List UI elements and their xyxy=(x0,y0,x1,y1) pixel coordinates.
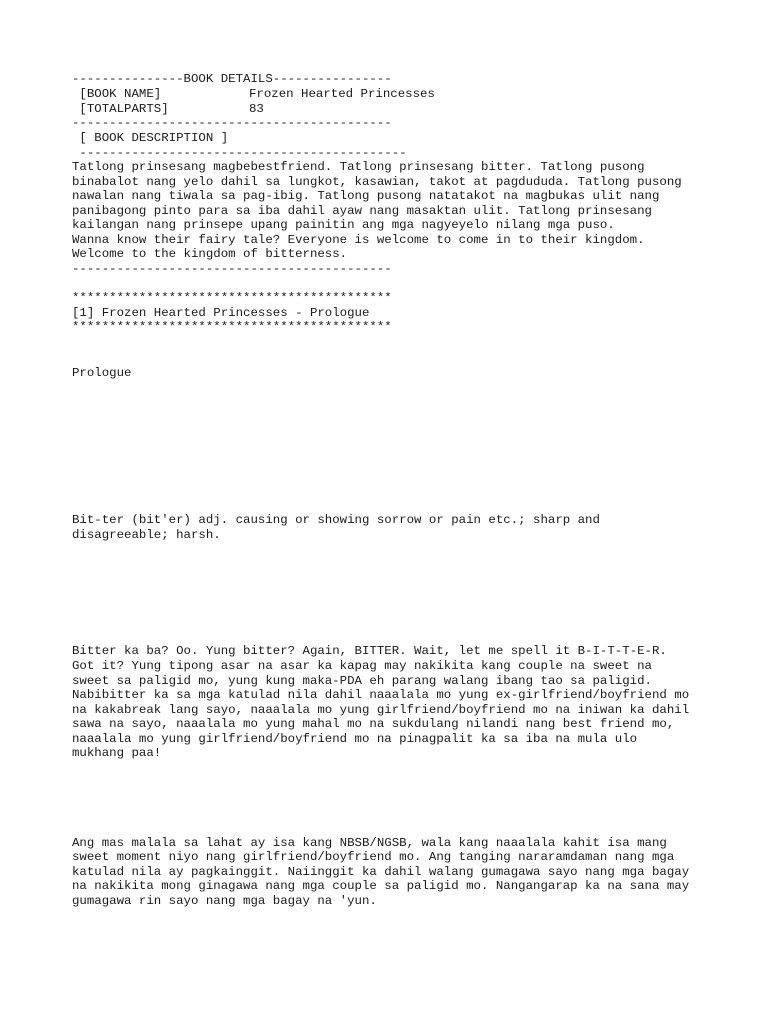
paragraph-line: Got it? Yung tipong asar na asar ka kapag may nakikita kang couple na sweet na xyxy=(72,659,652,673)
chapter-stars-bottom: ******************************************* xyxy=(72,320,392,334)
description-end-rule: ------------------------------------------- xyxy=(72,262,392,276)
book-name-value: Frozen Hearted Princesses xyxy=(249,87,435,101)
chapter-stars-top: ******************************************* xyxy=(72,291,392,305)
paragraph-line: sweet moment niyo nang girlfriend/boyfriend mo. Ang tanging nararamdaman nang mga xyxy=(72,850,675,864)
book-description-heading: [ BOOK DESCRIPTION ] xyxy=(72,131,229,145)
total-parts-row xyxy=(72,102,264,117)
prologue-heading: Prologue xyxy=(72,366,132,380)
description-line: binabalot nang yelo dahil sa lungkot, kasawian, takot at pagdududa. Tatlong pusong xyxy=(72,175,682,189)
book-details-header-line: ---------------BOOK DETAILS---------------- xyxy=(72,72,392,86)
total-parts-label: [TOTALPARTS] xyxy=(72,102,169,116)
paragraph-line: mukhang paa! xyxy=(72,746,162,760)
description-line: Tatlong prinsesang magbebestfriend. Tatlong prinsesang bitter. Tatlong pusong xyxy=(72,160,645,174)
paragraph-line: sweet sa paligid mo, yung kung maka-PDA eh parang walang ibang tao sa paligid. xyxy=(72,674,652,688)
paragraph-line: katulad nila ay pagkainggit. Naiinggit ka dahil walang gumagawa sayo nang mga bagay xyxy=(72,865,690,879)
paragraph-line: naaalala mo yung girlfriend/boyfriend mo na pinagpalit ka sa iba na mula ulo xyxy=(72,732,638,746)
paragraph-line: na kakabreak lang sayo, naaalala mo yung girlfriend/boyfriend mo na iniwan ka dahil xyxy=(72,703,690,717)
paragraph-line: sawa na sayo, naaalala mo yung mahal mo na sukdulang nilandi nang best friend mo, xyxy=(72,717,675,731)
paragraph-line: na nakikita mong ginagawa nang mga couple sa paligid mo. Nangangarap ka na sana may xyxy=(72,879,690,893)
book-name-label: [BOOK NAME] xyxy=(72,87,162,101)
paragraph-line: Ang mas malala sa lahat ay isa kang NBSB/NGSB, wala kang naaalala kahit isa mang xyxy=(72,836,667,850)
book-description-rule: -------------------------------------------- xyxy=(72,146,407,160)
chapter-title: [1] Frozen Hearted Princesses - Prologue xyxy=(72,306,370,320)
paragraph-line: Bitter ka ba? Oo. Yung bitter? Again, BITTER. Wait, let me spell it B-I-T-T-E-R. xyxy=(72,644,667,658)
definition-line: disagreeable; harsh. xyxy=(72,528,221,542)
description-line: Wanna know their fairy tale? Everyone is welcome to come in to their kingdom. xyxy=(72,233,645,247)
paragraph-line: gumagawa rin sayo nang mga bagay na 'yun. xyxy=(72,894,377,908)
description-line: kailangan nang prinsepe upang painitin ang mga nagyeyelo nilang mga puso. xyxy=(72,218,615,232)
definition-line: Bit-ter (bit'er) adj. causing or showing sorrow or pain etc.; sharp and xyxy=(72,513,600,527)
description-line: nawalan nang tiwala sa pag-ibig. Tatlong pusong natatakot na magbukas ulit nang xyxy=(72,189,660,203)
description-line: Welcome to the kingdom of bitterness. xyxy=(72,247,348,261)
description-line: panibagong pinto para sa iba dahil ayaw nang masaktan ulit. Tatlong prinsesang xyxy=(72,204,652,218)
total-parts-value: 83 xyxy=(249,102,264,116)
book-details-rule: ------------------------------------------- xyxy=(72,116,392,130)
book-name-row xyxy=(72,87,435,102)
paragraph-line: Nabibitter ka sa mga katulad nila dahil naaalala mo yung ex-girlfriend/boyfriend mo xyxy=(72,688,690,702)
